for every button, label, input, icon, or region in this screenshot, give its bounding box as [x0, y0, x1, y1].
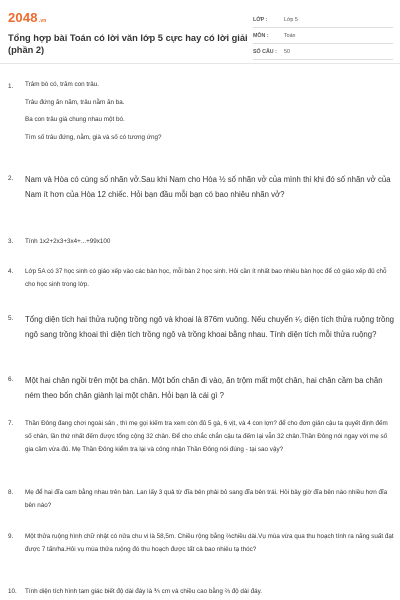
question-text: Thần Đông đang chơi ngoài sân , thì mẹ gọi kiếm tra xem còn đủ 5 gà, 6 vịt, và 4 con lợn? để cho đơn giản cậu ta quyết định đếm số chân, lần thứ nhất đếm được tổng cộng 32 chân. Để cho chắc chắn cậu ta đếm lại vẫn 32 chân.Thần Đông nói ngay với mẹ số gia cầm vừa đủ. Mẹ Thần Đông kiểm tra lại và công nhận Thần Đông nói đúng - tại sao vậy? [25, 420, 388, 453]
question-item [8, 80, 394, 150]
question-number: 10. [8, 588, 17, 595]
question-number: 9. [8, 533, 14, 540]
question-item [8, 417, 394, 456]
question-number: 8. [8, 489, 14, 496]
meta-key: LỚP : [253, 16, 268, 23]
question-number: 2. [8, 175, 14, 182]
question-number: 7. [8, 420, 14, 427]
question-item [8, 585, 394, 598]
question-line: Trâm bò có, trăm con trâu. [25, 81, 99, 88]
meta-value: Lớp 5 [284, 16, 298, 23]
question-text: Nam và Hòa có cùng số nhãn vở.Sau khi Nam cho Hòa ½ số nhãn vở của mình thì khi đó số nhãn vở của Nam ít hơn của Hòa 12 chiếc. Hỏi bạn đầu mỗi bạn có bao nhiêu nhãn vở? [25, 175, 391, 199]
meta-table [253, 12, 393, 60]
question-line: Trâu đứng ăn năm, trâu nằm ăn ba. [25, 98, 125, 106]
meta-row-grade [253, 12, 393, 28]
question-text: Một thửa ruộng hình chữ nhật có nửa chu vi là 58,5m. Chiều rộng bằng ⅔chiều dài.Vụ mùa vừa qua thu hoạch tính ra năng suất đạt được 7 tấn/ha.Hỏi vụ mùa thửa ruộng đó thu hoạch được tất cả bao nhiêu tạ thóc? [25, 533, 394, 553]
meta-key: SỐ CÂU : [253, 48, 277, 55]
question-number: 1. [8, 83, 14, 90]
question-item [8, 530, 394, 556]
question-text: Lớp 5A có 37 học sinh có giáo xếp vào các bàn học, mỗi bàn 2 học sinh. Hỏi cần ít nhất bao nhiêu bàn học để cô giáo xếp đủ chỗ cho học sinh trong lớp. [25, 268, 387, 288]
question-line: Tìm số trâu đứng, nằm, già và số có tương ứng? [25, 133, 162, 141]
question-text: Tổng diện tích hai thửa ruộng trồng ngô và khoai là 876m vuông. Nếu chuyển ¹⁄₅ diện tích thửa ruộng trồng ngô sang trồng khoai thì diện tích trồng ngô và trồng khoai bằng nhau. Tính diện tích mỗi thửa ruộng? [25, 315, 395, 339]
meta-row-subject [253, 28, 393, 44]
question-text: Tính diện tích hình tam giác biết độ dài đáy là ⅗ cm và chiều cao bằng ⅔ độ dài đáy. [25, 588, 263, 595]
meta-value: Toán [284, 32, 296, 39]
header [0, 0, 400, 64]
logo-text: 2048 [8, 10, 38, 25]
question-number: 5. [8, 315, 14, 322]
question-text: Một hai chân ngồi trên một ba chân. Một bốn chân đi vào, ăn trộm mất một chân, hai chân cầm ba chân ném theo bốn chân giành lại một chân. Hỏi bạn là cái gì ? [25, 376, 383, 400]
meta-value: 50 [284, 48, 290, 55]
question-text: Tính 1x2+2x3+3x4+...+99x100 [25, 238, 111, 245]
question-number: 4. [8, 268, 14, 275]
question-item [8, 265, 394, 291]
question-item [8, 235, 394, 248]
site-logo[interactable] [8, 10, 47, 25]
question-item [8, 312, 394, 342]
logo-suffix: .vn [38, 18, 47, 24]
question-line: Ba con trâu già chung nhau một bó. [25, 116, 125, 123]
question-number: 3. [8, 238, 14, 245]
question-item [8, 486, 394, 512]
meta-row-count [253, 44, 393, 60]
document-title: Tổng hợp bài Toán có lời văn lớp 5 cực hay có lời giải (phần 2) [8, 33, 248, 55]
question-number: 6. [8, 376, 14, 383]
question-text: Mẹ để hai đĩa cam bằng nhau trên bàn. Lan lấy 3 quả từ đĩa bên phải bỏ sang đĩa bên trái. Hỏi bây giờ đĩa bên nào nhiều hơn đĩa bên nào? [25, 489, 388, 509]
question-item [8, 172, 394, 202]
question-item [8, 373, 394, 403]
meta-key: MÔN : [253, 32, 269, 39]
